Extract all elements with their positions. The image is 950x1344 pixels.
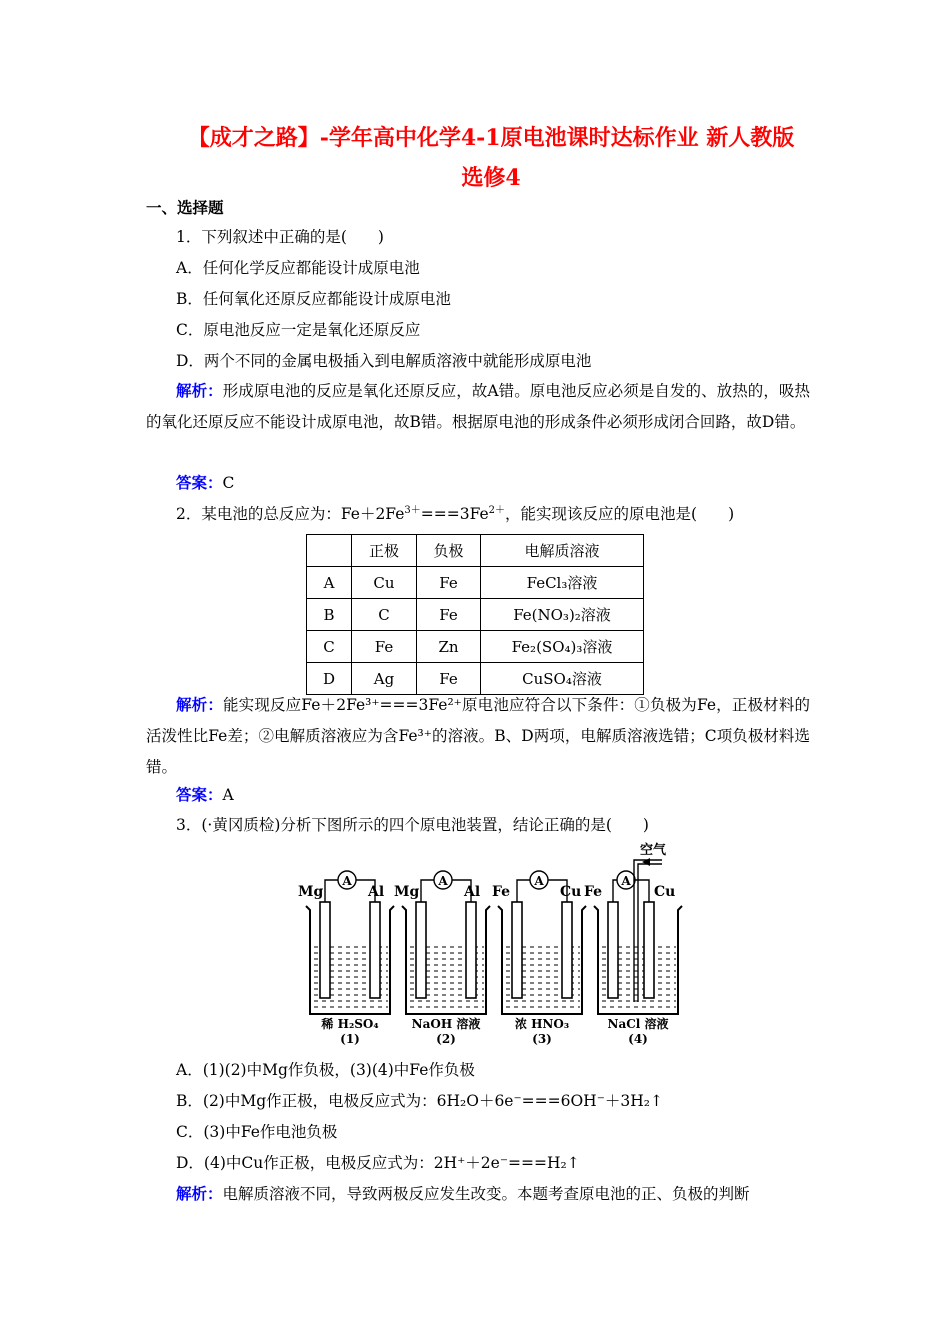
table-cell: Fe₂(SO₄)₃溶液	[481, 631, 644, 663]
q3-option-c: C．(3)中Fe作电池负极	[176, 1123, 338, 1141]
cell-4-index: (4)	[628, 1032, 648, 1046]
cell-4-solution: NaCl 溶液	[607, 1017, 669, 1031]
q1-option-d: D．两个不同的金属电极插入到电解质溶液中就能形成原电池	[176, 352, 592, 370]
q1-stem: 1．下列叙述中正确的是( )	[176, 228, 384, 246]
table-cell: CuSO₄溶液	[481, 663, 644, 695]
cell-4-left-electrode: Fe	[584, 884, 603, 900]
q2-stem-post: ，能实现该反应的原电池是( )	[505, 505, 735, 523]
table-cell: C	[352, 599, 417, 631]
q2-analysis-label: 解析：	[176, 695, 223, 714]
title-line-1: 【成才之路】-学年高中化学4-1原电池课时达标作业 新人教版	[187, 125, 795, 151]
q3-analysis-label: 解析：	[176, 1184, 223, 1203]
q1-option-b: B．任何氧化还原反应都能设计成原电池	[176, 290, 451, 308]
title-line-2: 选修4	[461, 165, 521, 191]
cell-1	[298, 871, 394, 1046]
q2-answer	[176, 785, 840, 805]
q1-analysis-label: 解析：	[176, 381, 223, 400]
air-arrow-icon	[642, 858, 650, 866]
table-row	[307, 599, 644, 631]
q2-stem-sup1: 3＋	[404, 504, 421, 516]
table-row	[307, 631, 644, 663]
q1-analysis	[146, 375, 810, 438]
cell-1-right-electrode: Al	[368, 884, 385, 900]
table-header-row	[307, 535, 644, 567]
table-header-cell: 电解质溶液	[481, 535, 644, 567]
table-cell: A	[307, 567, 352, 599]
q2-options-table	[306, 534, 644, 695]
q2-stem	[176, 504, 840, 524]
q1-analysis-text: 形成原电池的反应是氧化还原反应，故A错。原电池反应必须是自发的、放热的，吸热的氧化还原反应不能设计成原电池，故B错。根据原电池的形成条件必须形成闭合回路，故D错。	[146, 382, 810, 431]
table-cell: B	[307, 599, 352, 631]
cell-2	[394, 871, 490, 1046]
table-cell: Fe	[352, 631, 417, 663]
q2-stem-pre: 2．某电池的总反应为：Fe＋2Fe	[176, 505, 405, 523]
table-header-cell: 负极	[417, 535, 481, 567]
cell-4-right-electrode: Cu	[654, 884, 676, 900]
q1-option-a: A．任何化学反应都能设计成原电池	[176, 259, 420, 277]
table-cell: Cu	[352, 567, 417, 599]
q1-answer	[176, 473, 840, 493]
cell-1-solution: 稀 H₂SO₄	[321, 1017, 379, 1031]
cell-2-solution: NaOH 溶液	[411, 1017, 481, 1031]
galvanic-cells-figure	[290, 842, 676, 1052]
q3-option-d: D．(4)中Cu作正极，电极反应式为：2H⁺＋2e⁻===H₂↑	[176, 1154, 580, 1172]
section-heading: 一、选择题	[146, 198, 224, 217]
q2-stem-sup2: 2＋	[488, 504, 506, 516]
q3-option-b: B．(2)中Mg作正极，电极反应式为：6H₂O＋6e⁻===6OH⁻＋3H₂↑	[176, 1092, 663, 1110]
cell-2-left-electrode: Mg	[394, 884, 420, 900]
q1-option-c: C．原电池反应一定是氧化还原反应	[176, 321, 421, 339]
q2-analysis	[146, 689, 810, 783]
ammeter-label: A	[621, 874, 631, 888]
q3-analysis-text: 电解质溶液不同，导致两极反应发生改变。本题考查原电池的正、负极的判断	[222, 1185, 750, 1203]
cell-3-right-electrode: Cu	[560, 884, 582, 900]
q1-answer-label: 答案：	[176, 473, 223, 492]
air-label: 空气	[640, 843, 667, 858]
q2-stem-mid: ===3Fe	[420, 505, 489, 523]
q2-answer-value: A	[222, 786, 234, 804]
table-cell: C	[307, 631, 352, 663]
cell-1-index: (1)	[340, 1032, 360, 1046]
ammeter-label: A	[438, 874, 448, 888]
cell-2-index: (2)	[436, 1032, 456, 1046]
table-header-cell: 正极	[352, 535, 417, 567]
cell-3-left-electrode: Fe	[492, 884, 511, 900]
cell-3-solution: 浓 HNO₃	[514, 1017, 570, 1031]
q3-analysis	[146, 1178, 810, 1210]
table-header-cell	[307, 535, 352, 567]
table-row	[307, 567, 644, 599]
q3-option-a: A．(1)(2)中Mg作负极，(3)(4)中Fe作负极	[176, 1061, 475, 1079]
table-cell: D	[307, 663, 352, 695]
q3-stem: 3．(·黄冈质检)分析下图所示的四个原电池装置，结论正确的是( )	[176, 816, 649, 834]
table-cell: Fe	[417, 599, 481, 631]
q2-analysis-text: 能实现反应Fe＋2Fe³⁺===3Fe²⁺原电池应符合以下条件：①负极为Fe，正极材料的活泼性比Fe差；②电解质溶液应为含Fe³⁺的溶液。B、D两项，电解质溶液选错；C项负极材料选错。	[146, 696, 810, 776]
cell-3-index: (3)	[532, 1032, 552, 1046]
ammeter-label: A	[342, 874, 352, 888]
table-cell: Fe	[417, 663, 481, 695]
table-cell: Zn	[417, 631, 481, 663]
cell-4	[584, 842, 682, 1046]
document-title	[146, 118, 836, 198]
table-cell: Fe(NO₃)₂溶液	[481, 599, 644, 631]
cell-3	[492, 871, 586, 1046]
table-cell: FeCl₃溶液	[481, 567, 644, 599]
q2-answer-label: 答案：	[176, 785, 223, 804]
table-cell: Fe	[417, 567, 481, 599]
q1-answer-value: C	[222, 474, 235, 492]
cell-2-right-electrode: Al	[464, 884, 481, 900]
cell-1-left-electrode: Mg	[298, 884, 324, 900]
table-cell: Ag	[352, 663, 417, 695]
ammeter-label: A	[534, 874, 544, 888]
